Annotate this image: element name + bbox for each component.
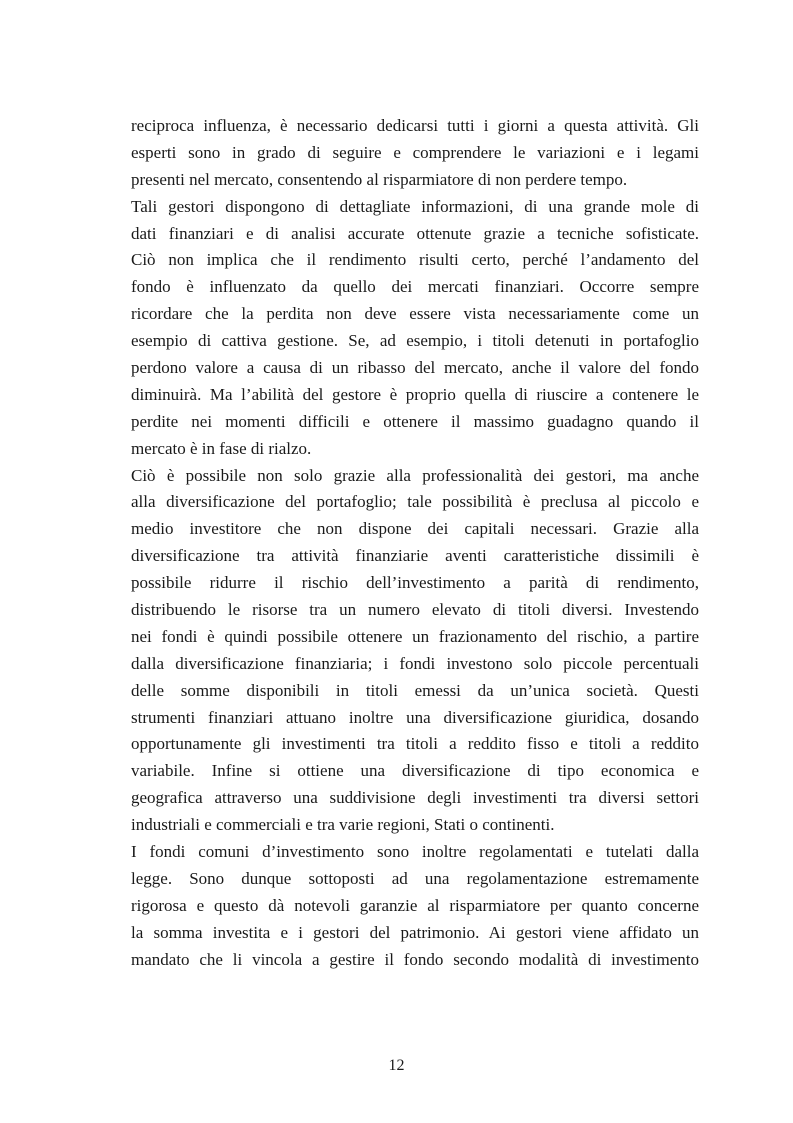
text-line: la somma investita e i gestori del patrimonio. Ai gestori viene affidato un: [131, 922, 699, 942]
text-line: perdono valore a causa di un ribasso del mercato, anche il valore del fondo: [131, 358, 699, 378]
page-number: 12: [388, 1057, 405, 1074]
text-line: rigorosa e questo dà notevoli garanzie al risparmiatore per quanto concerne: [131, 895, 699, 915]
text-line: medio investitore che non dispone dei capitali necessari. Grazie alla: [131, 519, 699, 539]
text-line: nei fondi è quindi possibile ottenere un frazionamento del rischio, a partire: [131, 626, 699, 646]
text-line: Ciò non implica che il rendimento risulti certo, perché l’andamento del: [131, 250, 699, 270]
text-line: ricordare che la perdita non deve essere vista necessariamente come un: [131, 304, 699, 324]
text-line: possibile ridurre il rischio dell’investimento a parità di rendimento,: [131, 573, 699, 593]
text-line: variabile. Infine si ottiene una diversificazione di tipo economica e: [131, 761, 699, 781]
text-line: dati finanziari e di analisi accurate ottenute grazie a tecniche sofisticate.: [131, 223, 699, 243]
text-line: I fondi comuni d’investimento sono inoltre regolamentati e tutelati dalla: [131, 842, 699, 862]
text-line: diminuirà. Ma l’abilità del gestore è proprio quella di riuscire a contenere le: [131, 384, 699, 404]
text-line: distribuendo le risorse tra un numero elevato di titoli diversi. Investendo: [131, 600, 699, 620]
body-text: [131, 113, 699, 974]
text-line: industriali e commerciali e tra varie regioni, Stati o continenti.: [131, 815, 555, 835]
text-line: perdite nei momenti difficili e ottenere il massimo guadagno quando il: [131, 411, 699, 431]
text-line: legge. Sono dunque sottoposti ad una regolamentazione estremamente: [131, 868, 699, 888]
text-line: mandato che li vincola a gestire il fondo secondo modalità di investimento: [131, 949, 699, 969]
text-line: opportunamente gli investimenti tra titoli a reddito fisso e titoli a reddito: [131, 734, 699, 754]
text-line: Ciò è possibile non solo grazie alla professionalità dei gestori, ma anche: [131, 465, 699, 485]
text-line: presenti nel mercato, consentendo al risparmiatore di non perdere tempo.: [131, 169, 628, 189]
text-line: strumenti finanziari attuano inoltre una diversificazione giuridica, dosando: [131, 707, 699, 727]
text-line: dalla diversificazione finanziaria; i fondi investono solo piccole percentuali: [131, 653, 699, 673]
text-line: geografica attraverso una suddivisione degli investimenti tra diversi settori: [131, 788, 699, 808]
text-line: esempio di cattiva gestione. Se, ad esempio, i titoli detenuti in portafoglio: [131, 331, 699, 351]
text-line: Tali gestori dispongono di dettagliate informazioni, di una grande mole di: [131, 196, 699, 216]
text-line: reciproca influenza, è necessario dedicarsi tutti i giorni a questa attività. Gli: [131, 116, 699, 135]
text-line: alla diversificazione del portafoglio; tale possibilità è preclusa al piccolo e: [131, 492, 699, 512]
text-line: esperti sono in grado di seguire e comprendere le variazioni e i legami: [131, 142, 699, 162]
text-line: diversificazione tra attività finanziarie aventi caratteristiche dissimili è: [131, 546, 699, 566]
text-line: fondo è influenzato da quello dei mercati finanziari. Occorre sempre: [131, 277, 699, 297]
text-line: delle somme disponibili in titoli emessi da un’unica società. Questi: [131, 680, 699, 700]
text-line: mercato è in fase di rialzo.: [131, 438, 312, 458]
